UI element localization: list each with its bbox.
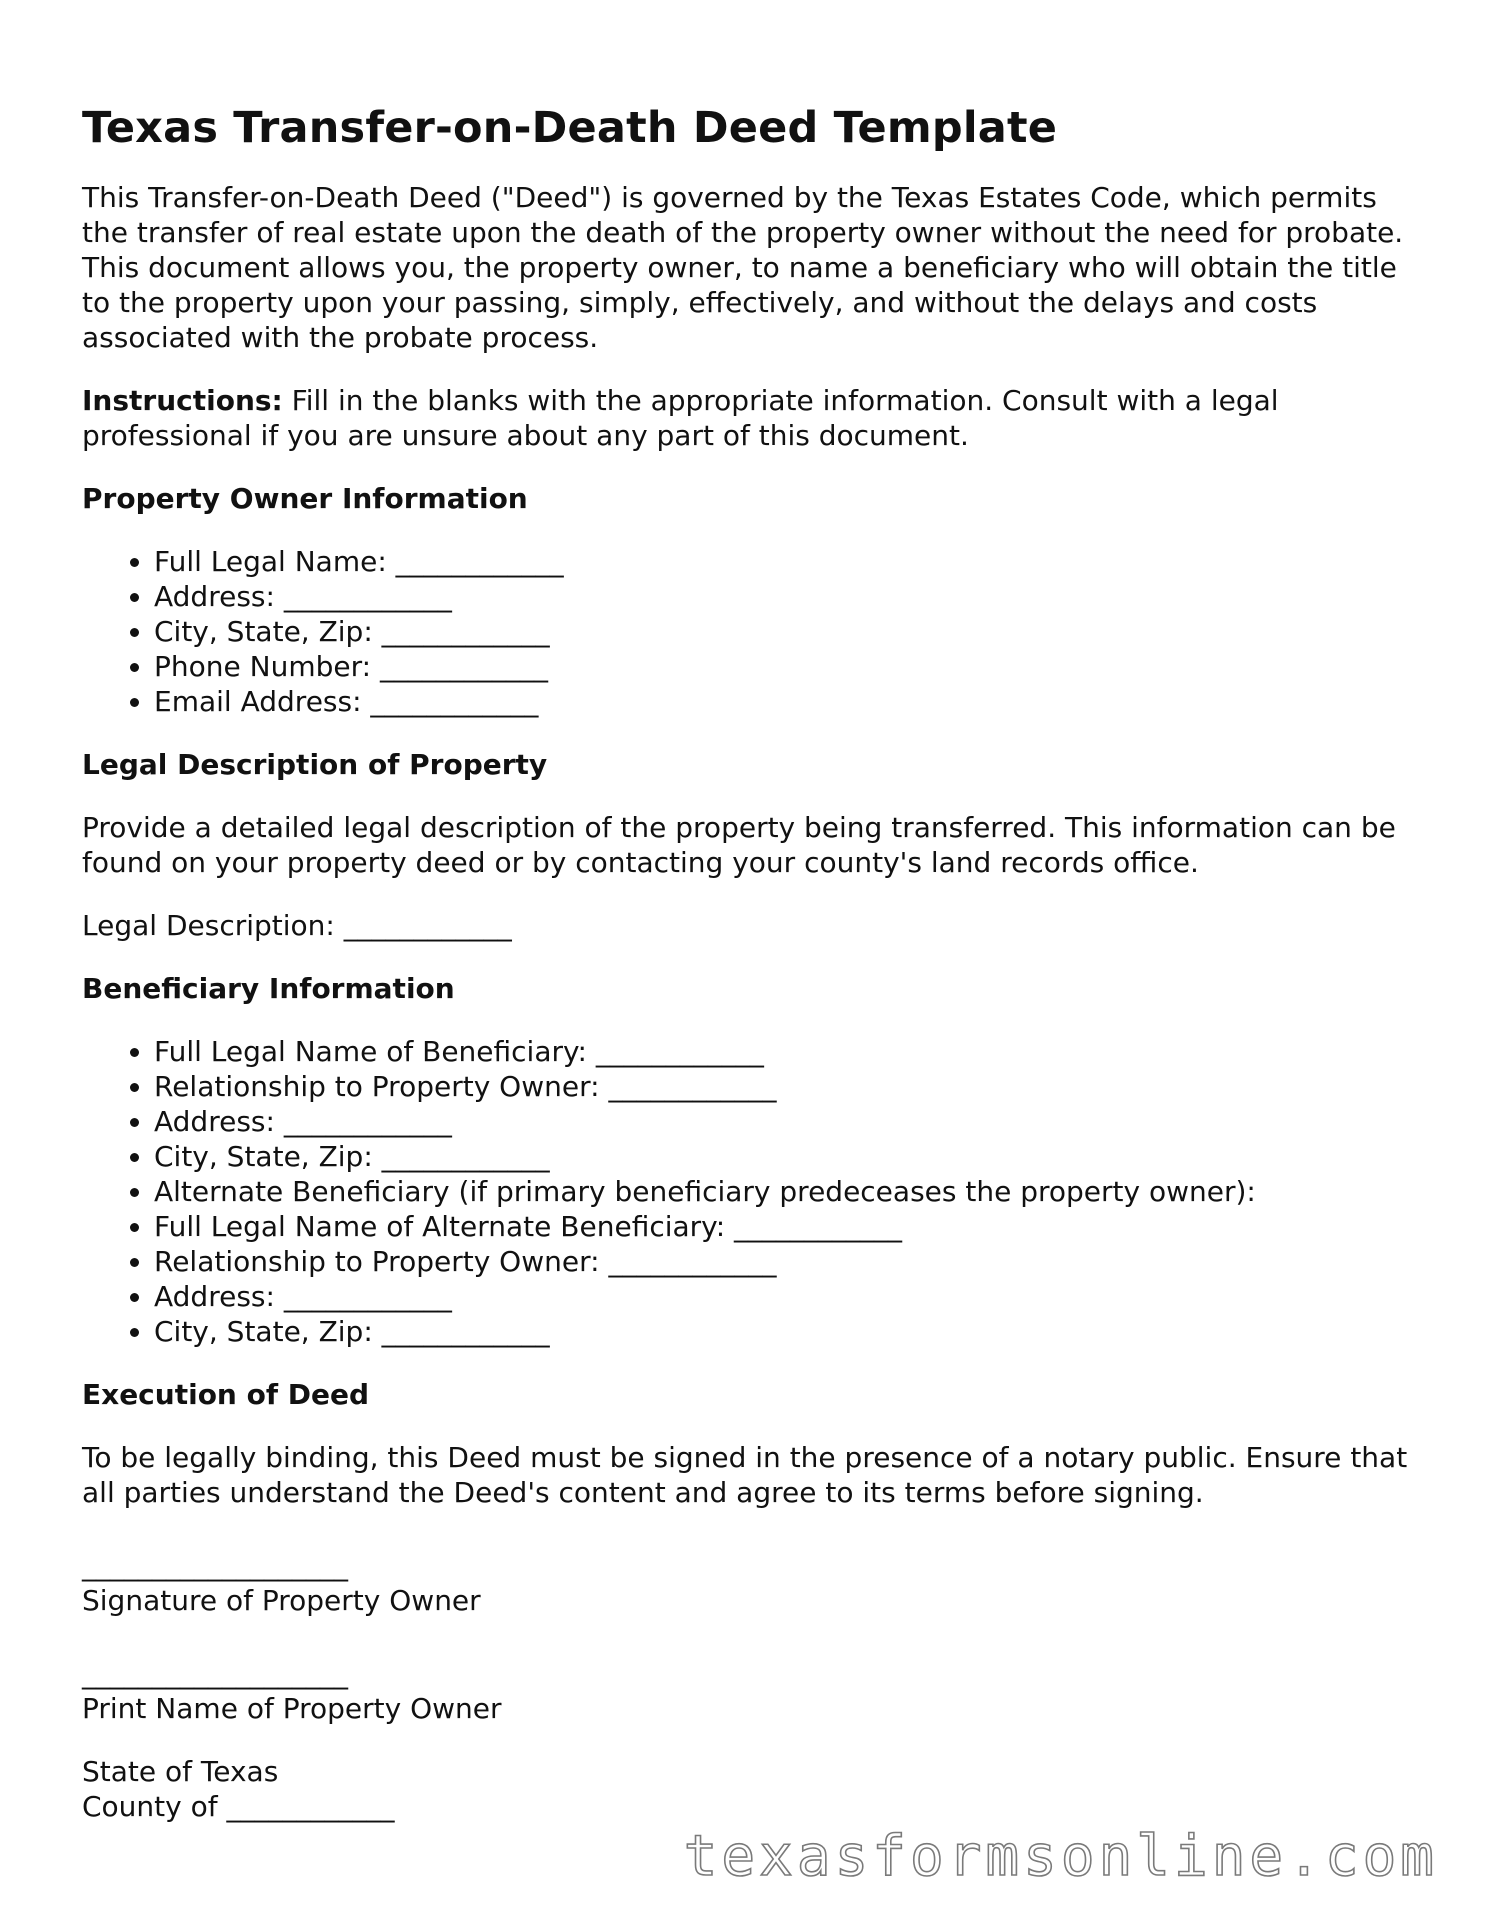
owner-full-name-field[interactable]: • Full Legal Name: ____________	[154, 544, 1422, 579]
alternate-beneficiary-city-state-zip-field[interactable]: • City, State, Zip: ____________	[154, 1314, 1422, 1349]
signature-block	[82, 1548, 1422, 1726]
legal-description-field[interactable]: Legal Description: ____________	[82, 909, 512, 942]
watermark-text: texasformsonline.com	[683, 1824, 1438, 1889]
alternate-beneficiary-address-field[interactable]: • Address: ____________	[154, 1279, 1422, 1314]
owner-fields-list	[82, 544, 1422, 719]
beneficiary-relationship-field[interactable]: • Relationship to Property Owner: ____________	[154, 1069, 1422, 1104]
owner-section-heading: Property Owner Information	[82, 482, 528, 515]
intro-paragraph: This Transfer-on-Death Deed ("Deed") is governed by the Texas Estates Code, which permits the transfer of real estate upon the death of the property owner without the need for probate. This document allows you, the property owner, to name a beneficiary who will obtain the title to the property upon your passing, simply, effectively, and without the delays and costs associated with the probate process.	[82, 181, 1404, 354]
alternate-beneficiary-note: • Alternate Beneficiary (if primary beneficiary predeceases the property owner):	[154, 1174, 1422, 1209]
print-name-line[interactable]: ___________________	[82, 1657, 348, 1690]
legal-section-heading: Legal Description of Property	[82, 748, 548, 781]
beneficiary-fields-list	[82, 1034, 1422, 1349]
owner-email-field[interactable]: • Email Address: ____________	[154, 684, 1422, 719]
signature-line[interactable]: ___________________	[82, 1549, 348, 1582]
instructions-text: Fill in the blanks with the appropriate information. Consult with a legal professional if you are unsure about any part of this document.	[82, 384, 1279, 452]
beneficiary-full-name-field[interactable]: • Full Legal Name of Beneficiary: ____________	[154, 1034, 1422, 1069]
county-field[interactable]: County of ____________	[82, 1790, 395, 1823]
owner-address-field[interactable]: • Address: ____________	[154, 579, 1422, 614]
instructions-label: Instructions:	[82, 384, 283, 417]
alternate-beneficiary-name-field[interactable]: • Full Legal Name of Alternate Beneficiary: ____________	[154, 1209, 1422, 1244]
document-page	[82, 100, 1422, 1824]
document-title: Texas Transfer-on-Death Deed Template	[82, 103, 1058, 153]
legal-description-instructions: Provide a detailed legal description of the property being transferred. This information can be found on your property deed or by contacting your county's land records office.	[82, 811, 1396, 879]
instructions-paragraph	[82, 383, 1422, 453]
beneficiary-address-field[interactable]: • Address: ____________	[154, 1104, 1422, 1139]
owner-city-state-zip-field[interactable]: • City, State, Zip: ____________	[154, 614, 1422, 649]
signature-label: Signature of Property Owner	[82, 1584, 481, 1617]
state-text: State of Texas	[82, 1755, 279, 1788]
alternate-beneficiary-relationship-field[interactable]: • Relationship to Property Owner: ____________	[154, 1244, 1422, 1279]
beneficiary-city-state-zip-field[interactable]: • City, State, Zip: ____________	[154, 1139, 1422, 1174]
owner-phone-field[interactable]: • Phone Number: ____________	[154, 649, 1422, 684]
execution-paragraph: To be legally binding, this Deed must be signed in the presence of a notary public. Ensure that all parties understand the Deed's content and agree to its terms before signing.	[82, 1441, 1408, 1509]
beneficiary-section-heading: Beneficiary Information	[82, 972, 455, 1005]
print-name-label: Print Name of Property Owner	[82, 1692, 502, 1725]
notary-state-county	[82, 1754, 1422, 1824]
execution-section-heading: Execution of Deed	[82, 1378, 370, 1411]
